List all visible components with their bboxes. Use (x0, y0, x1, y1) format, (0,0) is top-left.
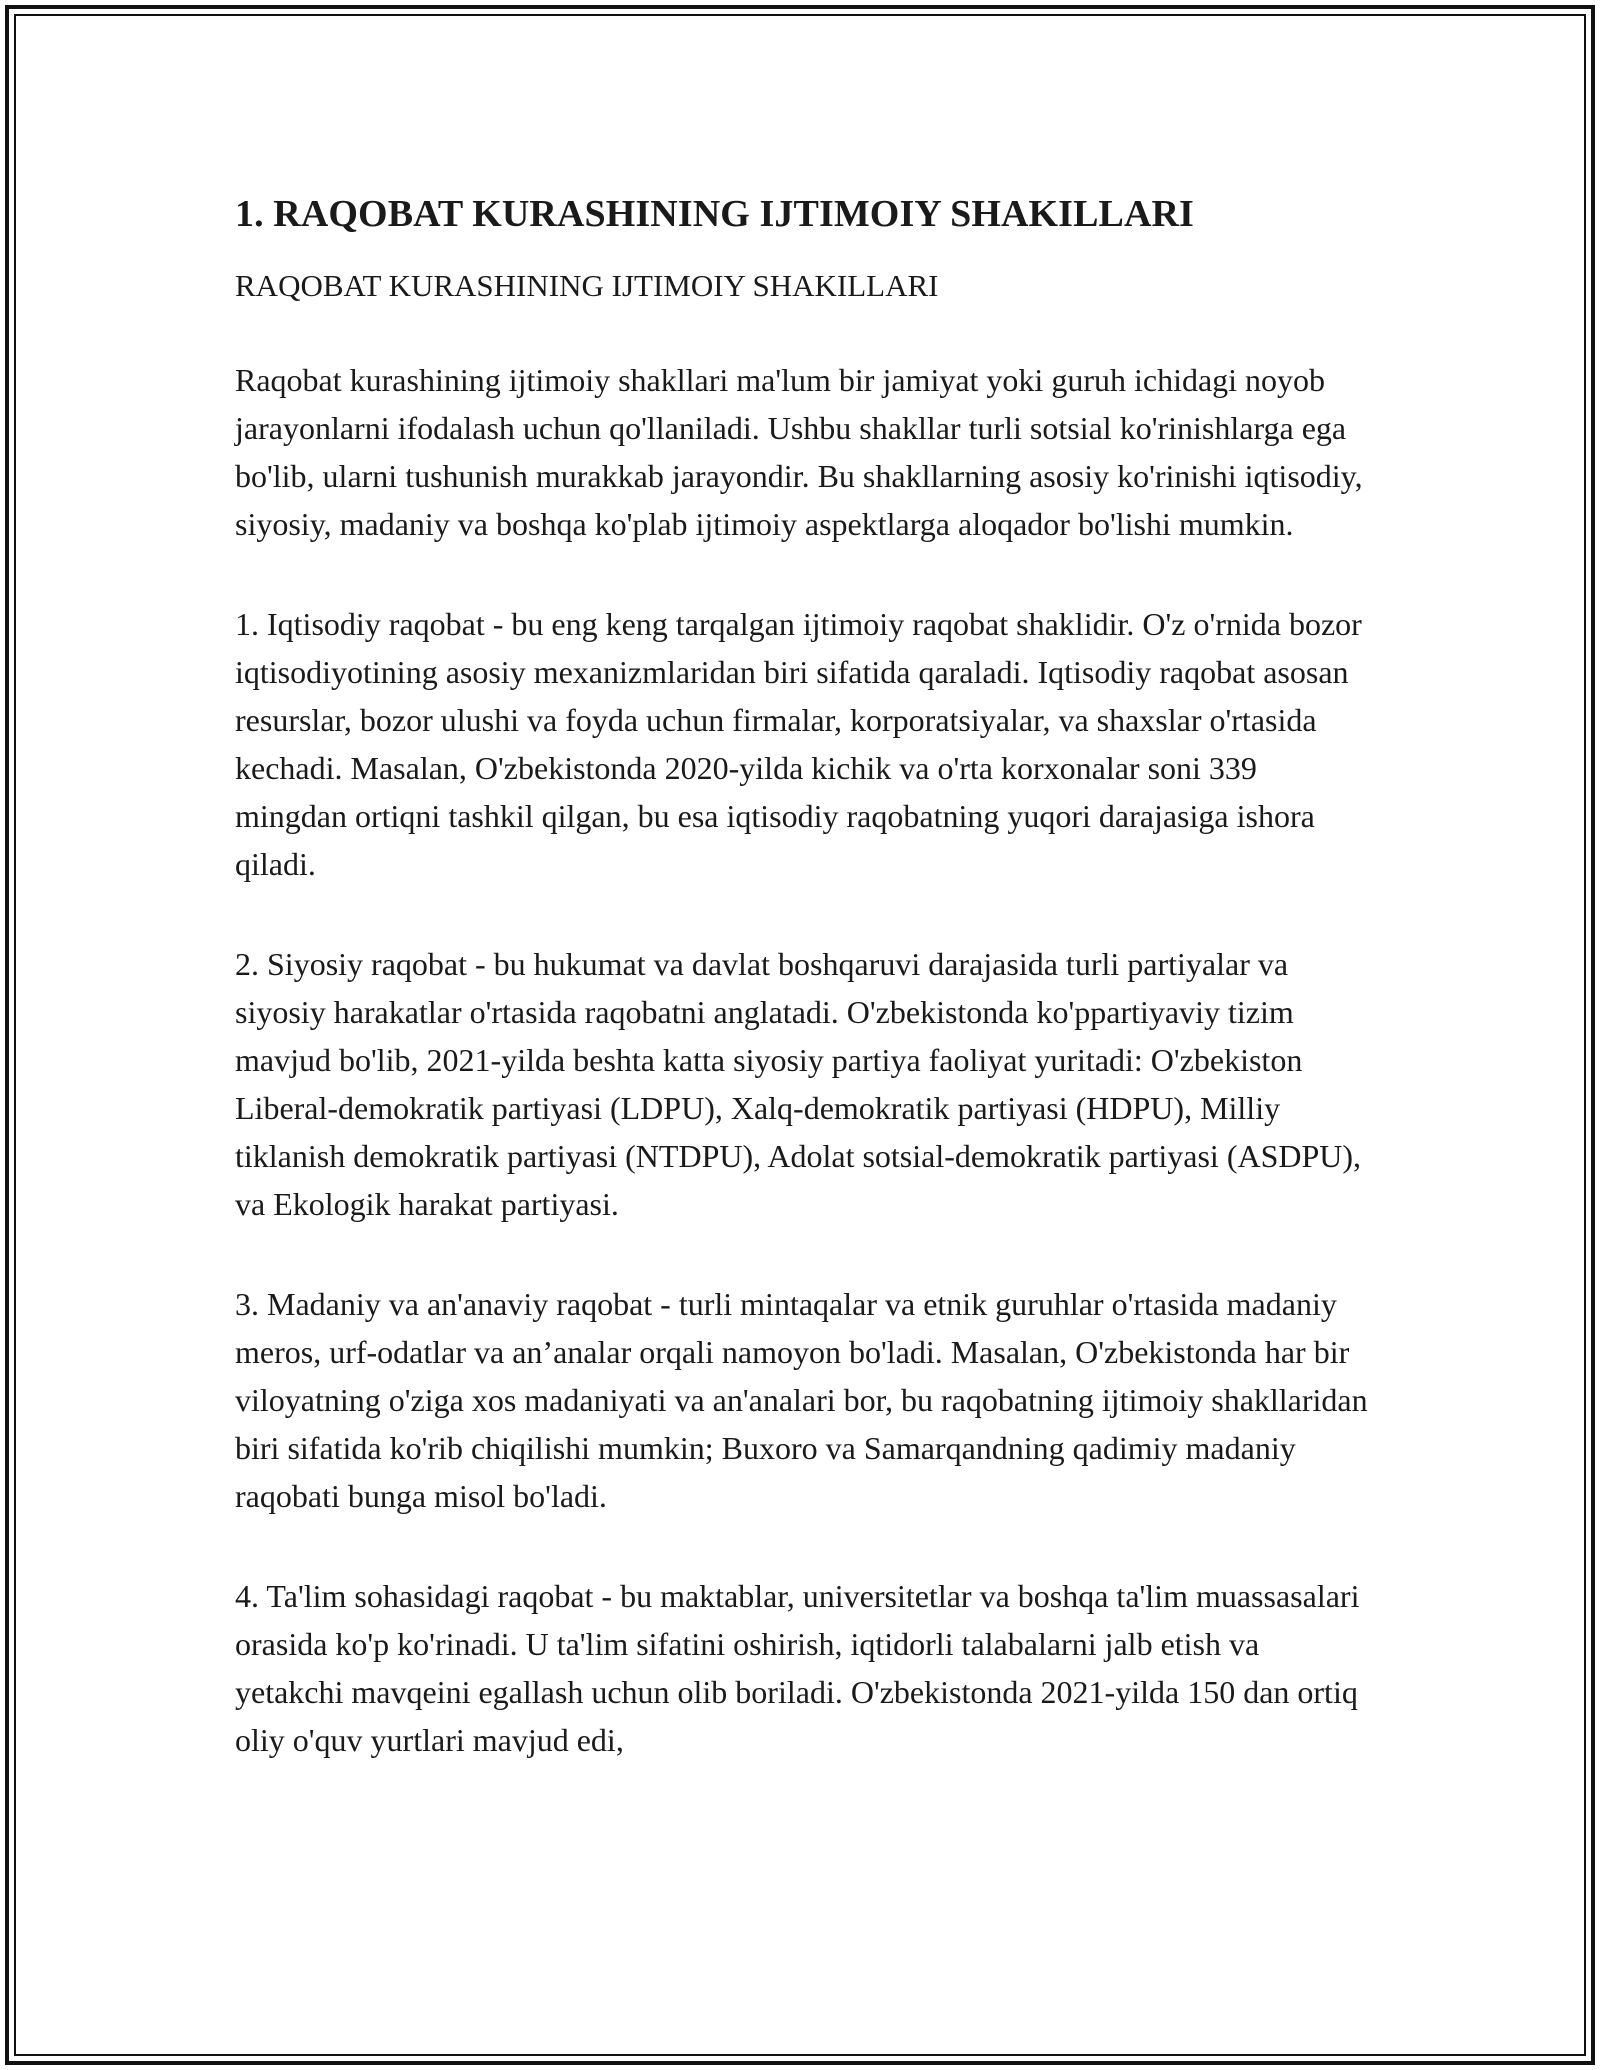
paragraph-political-competition: 2. Siyosiy raqobat - bu hukumat va davlat boshqaruvi darajasida turli partiyalar va siyosiy harakatlar o'rtasida raqobatni anglatadi. O'zbekistonda ko'ppartiyaviy tizim mavjud bo'lib, 2021-yilda beshta katta siyosiy partiya faoliyat yuritadi: O'zbekiston Liberal-demokratik partiyasi (LDPU), Xalq-demokratik partiyasi (HDPU), Milliy tiklanish demokratik partiyasi (NTDPU), Adolat sotsial-demokratik partiyasi (ASDPU), va Ekologik harakat partiyasi. (235, 946, 1362, 1222)
document-title: 1. RAQOBAT KURASHINING IJTIMOIY SHAKILLARI (235, 193, 1194, 235)
document-subtitle: RAQOBAT KURASHINING IJTIMOIY SHAKILLARI (235, 268, 939, 303)
paragraph-economic-competition: 1. Iqtisodiy raqobat - bu eng keng tarqalgan ijtimoiy raqobat shaklidir. O'z o'rnida bozor iqtisodiyotining asosiy mexanizmlaridan biri sifatida qaraladi. Iqtisodiy raqobat asosan resurslar, bozor ulushi va foyda uchun firmalar, korporatsiyalar, va shaxslar o'rtasida kechadi. Masalan, O'zbekistonda 2020-yilda kichik va o'rta korxonalar soni 339 mingdan ortiqni tashkil qilgan, bu esa iqtisodiy raqobatning yuqori darajasiga ishora qiladi. (235, 606, 1362, 882)
document-body (235, 190, 1375, 1764)
paragraph-intro: Raqobat kurashining ijtimoiy shakllari ma'lum bir jamiyat yoki guruh ichidagi noyob jarayonlarni ifodalash uchun qo'llaniladi. Ushbu shakllar turli sotsial ko'rinishlarga ega bo'lib, ularni tushunish murakkab jarayondir. Bu shakllarning asosiy ko'rinishi iqtisodiy, siyosiy, madaniy va boshqa ko'plab ijtimoiy aspektlarga aloqador bo'lishi mumkin. (235, 362, 1363, 542)
paragraph-cultural-competition: 3. Madaniy va an'anaviy raqobat - turli mintaqalar va etnik guruhlar o'rtasida madaniy meros, urf-odatlar va an’analar orqali namoyon bo'ladi. Masalan, O'zbekistonda har bir viloyatning o'ziga xos madaniyati va an'analari bor, bu raqobatning ijtimoiy shakllaridan biri sifatida ko'rib chiqilishi mumkin; Buxoro va Samarqandning qadimiy madaniy raqobati bunga misol bo'ladi. (235, 1286, 1368, 1514)
paragraph-education-competition: 4. Ta'lim sohasidagi raqobat - bu maktablar, universitetlar va boshqa ta'lim muassasalari orasida ko'p ko'rinadi. U ta'lim sifatini oshirish, iqtidorli talabalarni jalb etish va yetakchi mavqeini egallash uchun olib boriladi. O'zbekistonda 2021-yilda 150 dan ortiq oliy o'quv yurtlari mavjud edi, (235, 1578, 1360, 1758)
